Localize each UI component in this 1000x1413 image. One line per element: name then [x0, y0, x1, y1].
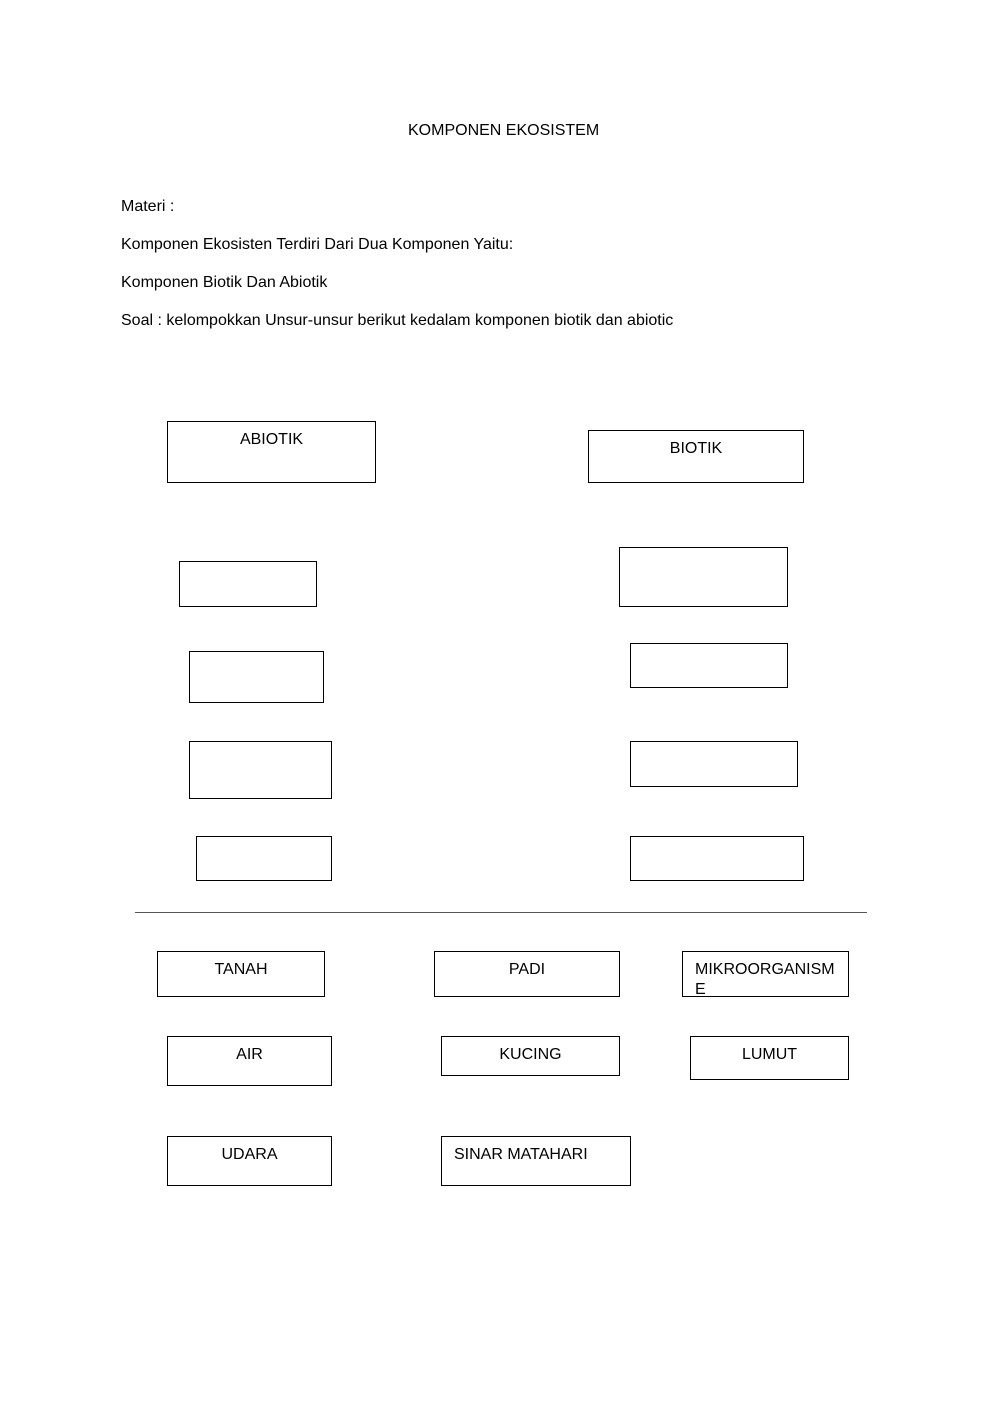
abiotik-header-label: ABIOTIK	[239, 431, 304, 448]
biotik-drop-slot-3[interactable]	[630, 741, 798, 787]
question-text: Soal : kelompokkan Unsur-unsur berikut kedalam komponen biotik dan abiotic	[121, 312, 674, 329]
item-card-mikroorganisme[interactable]	[682, 951, 849, 997]
materi-line-1: Komponen Ekosisten Terdiri Dari Dua Komponen Yaitu:	[121, 236, 514, 253]
biotik-header-label: BIOTIK	[669, 440, 723, 457]
abiotik-header-box	[167, 421, 376, 483]
item-label: UDARA	[221, 1146, 278, 1163]
item-card-padi[interactable]	[434, 951, 620, 997]
item-label: LUMUT	[741, 1046, 798, 1063]
abiotik-drop-slot-2[interactable]	[189, 651, 324, 703]
item-card-udara[interactable]	[167, 1136, 332, 1186]
biotik-header-box	[588, 430, 804, 483]
item-card-kucing[interactable]	[441, 1036, 620, 1076]
item-card-lumut[interactable]	[690, 1036, 849, 1080]
item-label: PADI	[508, 961, 546, 978]
item-card-air[interactable]	[167, 1036, 332, 1086]
abiotik-drop-slot-1[interactable]	[179, 561, 317, 607]
biotik-drop-slot-4[interactable]	[630, 836, 804, 881]
biotik-drop-slot-2[interactable]	[630, 643, 788, 688]
item-label: MIKROORGANISME	[695, 961, 835, 997]
materi-line-2: Komponen Biotik Dan Abiotik	[121, 274, 328, 291]
item-card-sinar-matahari[interactable]	[441, 1136, 631, 1186]
biotik-drop-slot-1[interactable]	[619, 547, 788, 607]
item-label: AIR	[236, 1046, 263, 1063]
item-label: KUCING	[499, 1046, 562, 1063]
item-card-tanah[interactable]	[157, 951, 325, 997]
abiotik-drop-slot-4[interactable]	[196, 836, 332, 881]
abiotik-drop-slot-3[interactable]	[189, 741, 332, 799]
item-label: SINAR MATAHARI	[454, 1146, 588, 1163]
item-label: TANAH	[214, 961, 268, 978]
section-divider	[135, 912, 867, 913]
page-title: KOMPONEN EKOSISTEM	[408, 122, 600, 139]
materi-label: Materi :	[121, 198, 175, 215]
